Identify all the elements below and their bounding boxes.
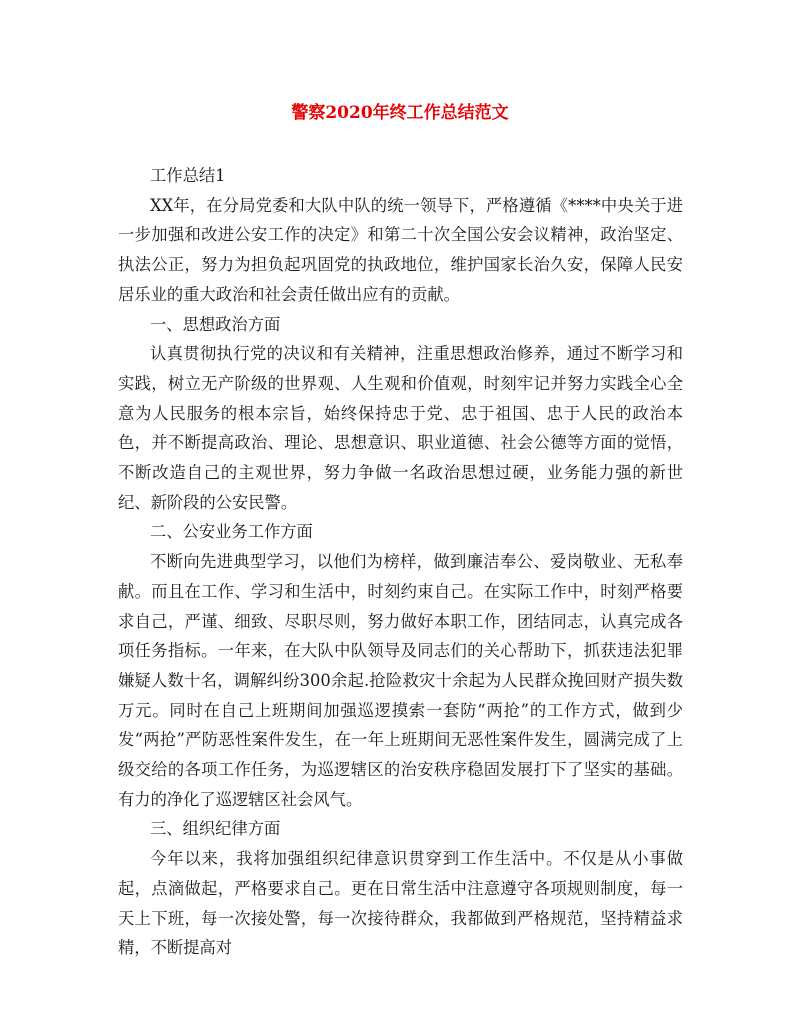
section-heading-business: 二、公安业务工作方面: [150, 522, 313, 542]
document-title: 警察2020年终工作总结范文: [291, 103, 509, 123]
section-label: 工作总结1: [150, 166, 226, 185]
section-paragraph-discipline: 今年以来，我将加强组织纪律意识贯穿到工作生活中。不仅是从小事做起，点滴做起，严格要求自己。更在日常生活中注意遵守各项规则制度，每一天上下班，每一次接处警，每一次接待群众，我都做到严格规范，坚持精益求精，不断提高对: [118, 849, 683, 958]
section-paragraph-ideology: 认真贯彻执行党的决议和有关精神，注重思想政治修养，通过不断学习和实践，树立无产阶级的世界观、人生观和价值观，时刻牢记并努力实践全心全意为人民服务的根本宗旨，始终保持忠于党、忠于祖国、忠于人民的政治本色，并不断提高政治、理论、思想意识、职业道德、社会公德等方面的觉悟，不断改造自己的主观世界，努力争做一名政治思想过硬，业务能力强的新世纪、新阶段的公安民警。: [118, 344, 683, 512]
document-body: [118, 161, 683, 963]
section-heading-discipline: 三、组织纪律方面: [150, 819, 281, 839]
section-heading-ideology: 一、思想政治方面: [150, 314, 281, 334]
intro-paragraph: XX年，在分局党委和大队中队的统一领导下，严格遵循《****中央关于进一步加强和改进公安工作的决定》和第二十次全国公安会议精神，政治坚定、执法公正，努力为担负起巩固党的执政地位，维护国家长治久安，保障人民安居乐业的重大政治和社会责任做出应有的贡献。: [118, 195, 683, 304]
section-paragraph-business: 不断向先进典型学习，以他们为榜样，做到廉洁奉公、爱岗敬业、无私奉献。而且在工作、学习和生活中，时刻约束自己。在实际工作中，时刻严格要求自己，严谨、细致、尽职尽则，努力做好本职工作，团结同志，认真完成各项任务指标。一年来，在大队中队领导及同志们的关心帮助下，抓获违法犯罪嫌疑人数十名，调解纠纷300余起.抢险救灾十余起为人民群众挽回财产损失数万元。同时在自己上班期间加强巡逻摸索一套防“两抢”的工作方式，做到少发“两抢”严防恶性案件发生，在一年上班期间无恶性案件发生，圆满完成了上级交给的各项工作任务，为巡逻辖区的治安秩序稳固发展打下了坚实的基础。有力的净化了巡逻辖区社会风气。: [118, 552, 683, 809]
